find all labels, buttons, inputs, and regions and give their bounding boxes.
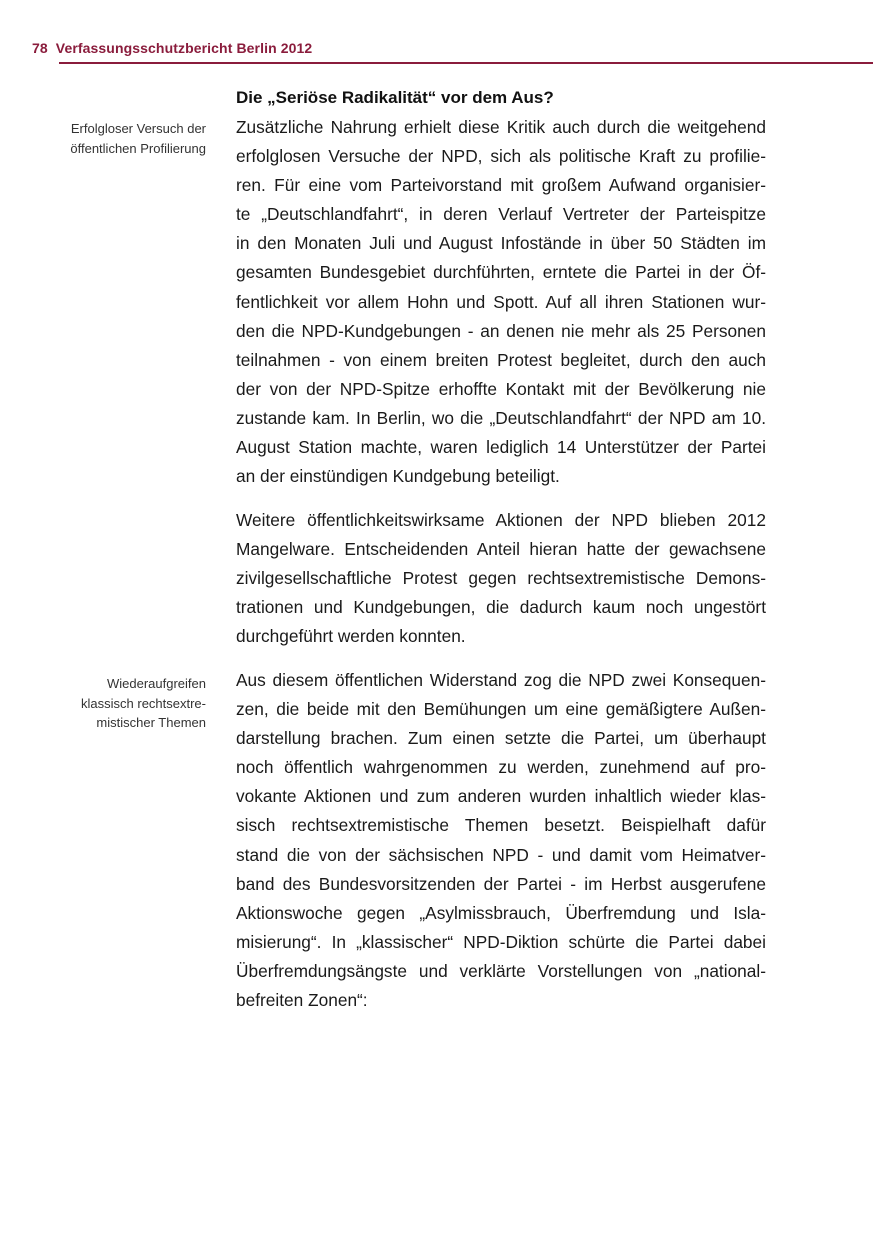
section-heading: Die „Seriöse Radikalität“ vor dem Aus? [236, 88, 554, 107]
text-line: teilnahmen - von einem breiten Protest begleitet, durch den auch [236, 349, 766, 370]
text-line: zivilgesellschaftliche Protest gegen rechtsextremistische Demons- [236, 568, 766, 589]
margin-note-profilierung [36, 119, 206, 158]
text-line: August Station machte, waren lediglich 14 Unterstützer der Partei [236, 437, 766, 458]
publication-title: Verfassungsschutzbericht Berlin 2012 [55, 40, 313, 56]
paragraph-mangelware [236, 506, 766, 651]
text-line: misierung“. In „klassischer“ NPD-Diktion schürte die Partei dabei [236, 931, 766, 952]
text-line: zen, die beide mit den Bemühungen um eine gemäßigtere Außen- [236, 699, 766, 720]
text-line: stand die von der sächsischen NPD - und damit vom Heimatver- [236, 844, 766, 865]
page-number: 78 [32, 40, 48, 56]
paragraph-konsequenzen [236, 666, 766, 1015]
text-line: band des Bundesvorsitzenden der Partei - im Herbst ausgerufene [236, 873, 766, 894]
paragraph-deutschlandfahrt [236, 113, 766, 491]
running-header [32, 40, 312, 56]
text-line: erfolglosen Versuche der NPD, sich als politische Kraft zu profilie- [236, 146, 766, 167]
text-line: durchgeführt werden konnten. [236, 626, 466, 647]
text-line: Überfremdungsängste und verklärte Vorstellungen von „national- [236, 960, 766, 981]
header-divider [59, 62, 873, 64]
text-line: Aus diesem öffentlichen Widerstand zog die NPD zwei Konsequen- [236, 670, 766, 690]
margin-note-line: öffentlichen Profilierung [70, 140, 206, 156]
text-line: ren. Für eine vom Parteivorstand mit großem Aufwand organisier- [236, 175, 766, 196]
text-line: Aktionswoche gegen „Asylmissbrauch, Überfremdung und Isla- [236, 902, 766, 923]
text-line: sisch rechtsextremistische Themen besetzt. Beispielhaft dafür [236, 815, 766, 836]
margin-note-line: klassisch rechtsextre- [81, 695, 206, 711]
text-line: te „Deutschlandfahrt“, in deren Verlauf Vertreter der Parteispitze [236, 204, 766, 225]
margin-note-themen [36, 674, 206, 733]
margin-note-line: Wiederaufgreifen [107, 676, 206, 691]
text-line: gesamten Bundesgebiet durchführten, erntete die Partei in der Öf- [236, 262, 766, 283]
text-line: fentlichkeit vor allem Hohn und Spott. Auf all ihren Stationen wur- [236, 291, 766, 312]
margin-note-line: Erfolgloser Versuch der [70, 121, 206, 136]
text-line: vokante Aktionen und zum anderen wurden inhaltlich wieder klas- [236, 786, 766, 807]
text-line: befreiten Zonen“: [236, 990, 368, 1011]
text-line: Mangelware. Entscheidenden Anteil hieran hatte der gewachsene [236, 539, 766, 560]
text-line: darstellung brachen. Zum einen setzte die Partei, um überhaupt [236, 728, 766, 749]
text-line: zustande kam. In Berlin, wo die „Deutschlandfahrt“ der NPD am 10. [236, 407, 766, 428]
text-line: noch öffentlich wahrgenommen zu werden, zunehmend auf pro- [236, 757, 766, 778]
text-line: in den Monaten Juli und August Infostände in über 50 Städten im [236, 233, 766, 254]
text-line: trationen und Kundgebungen, die dadurch kaum noch ungestört [236, 597, 766, 618]
text-line: an der einstündigen Kundgebung beteiligt. [236, 466, 560, 487]
text-line: den die NPD-Kundgebungen - an denen nie mehr als 25 Personen [236, 320, 766, 341]
text-line: Zusätzliche Nahrung erhielt diese Kritik auch durch die weitgehend [236, 117, 766, 137]
margin-note-line: mistischer Themen [96, 715, 206, 730]
text-line: der von der NPD-Spitze erhoffte Kontakt mit der Bevölkerung nie [236, 378, 766, 399]
text-line: Weitere öffentlichkeitswirksame Aktionen der NPD blieben 2012 [236, 510, 766, 530]
